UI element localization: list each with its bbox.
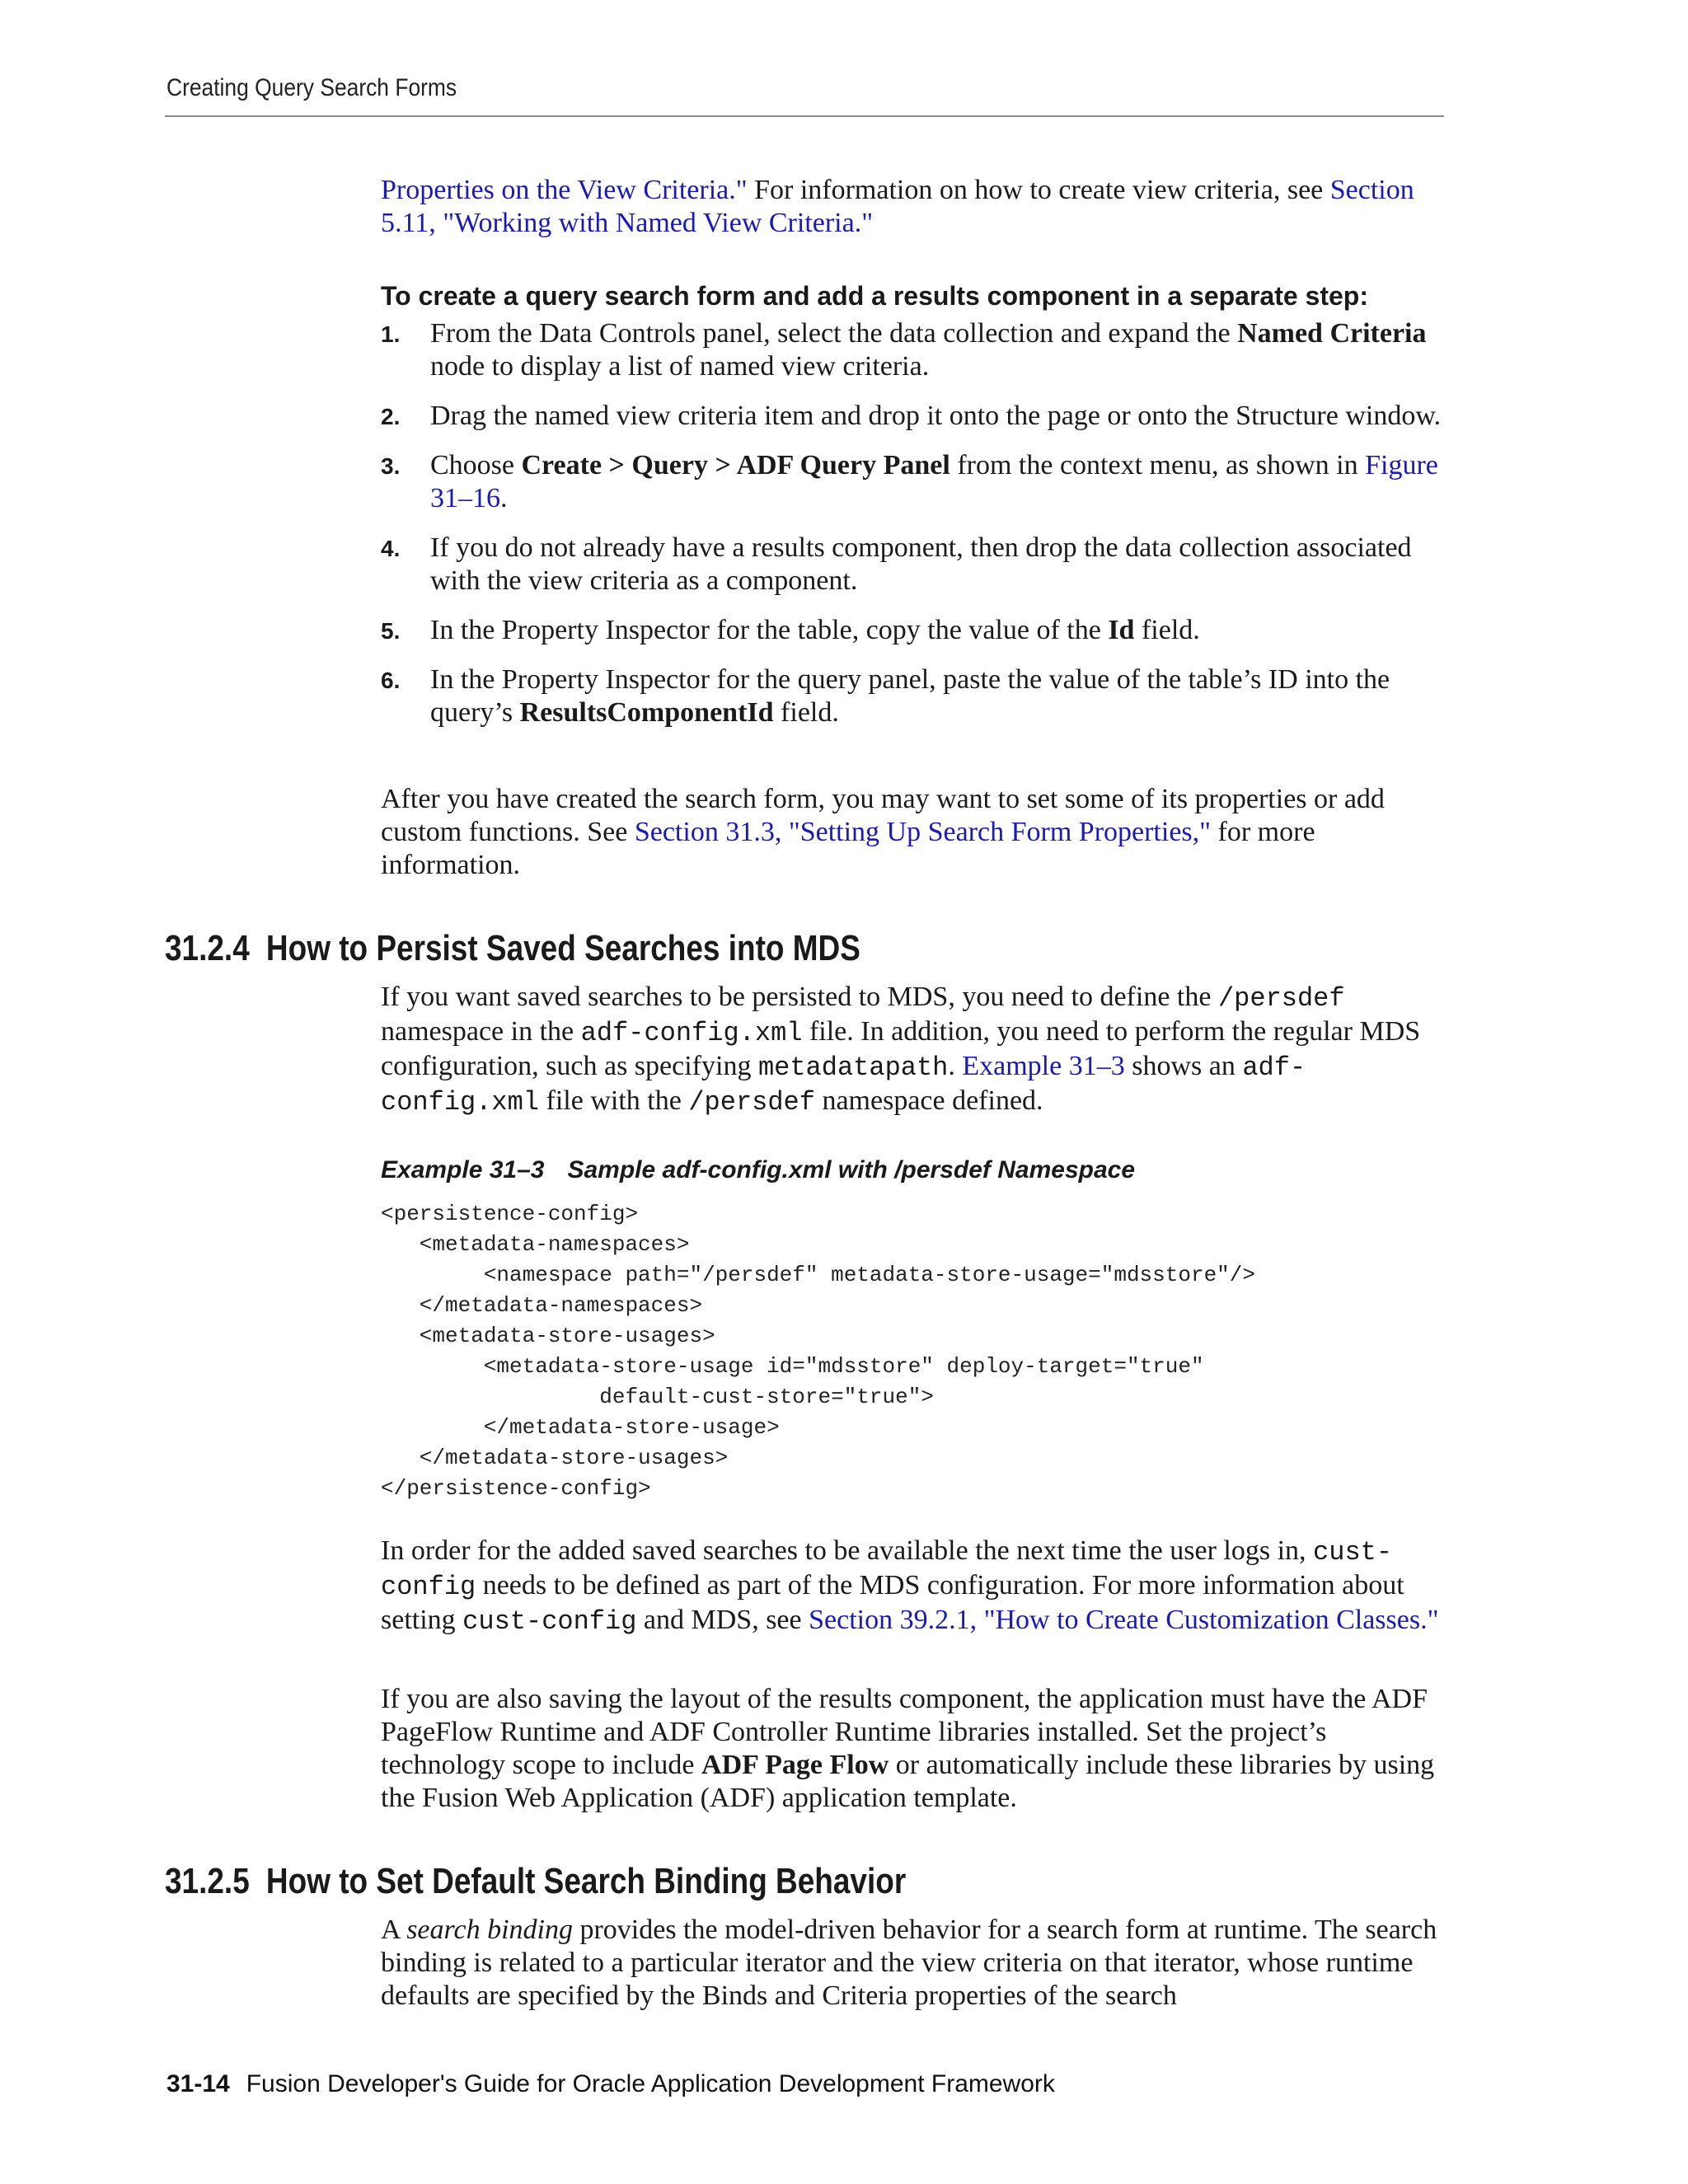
step-6 bbox=[381, 663, 1452, 729]
step-number: 5. bbox=[381, 618, 401, 644]
section-heading-31-2-4 bbox=[165, 928, 860, 969]
link-section-31-3[interactable]: Section 31.3, "Setting Up Search Form Properties," bbox=[634, 817, 1212, 847]
section-number: 31.2.4 bbox=[165, 928, 250, 968]
after-procedure-paragraph bbox=[381, 783, 1452, 882]
para-text: shows an bbox=[1124, 1051, 1243, 1081]
para-text: After you have created the search form, you may want to set some of its properties or add custom functions. See bbox=[381, 784, 1385, 847]
para-text: . bbox=[948, 1051, 963, 1081]
para-text: namespace in the bbox=[381, 1016, 581, 1047]
step-2 bbox=[381, 400, 1452, 433]
code-example: <persistence-config> <metadata-namespaces> <namespace path="/persdef" metadata-store-usage="mdsstore"/> </metadata-namespaces> <metadata-store-usages> <metadata-store-usage id="mdsstore" deploy-target="true" default-cust-store="true"> </metadata-store-usage> </metadata-store-usages> </persistence-config> bbox=[381, 1202, 1255, 1501]
example-number: Example 31–3 bbox=[381, 1156, 545, 1183]
code-term: cust-config bbox=[381, 1537, 1393, 1602]
step-text: In the Property Inspector for the table, copy the value of the bbox=[430, 615, 1109, 645]
procedure-steps bbox=[381, 317, 1452, 746]
section-number: 31.2.5 bbox=[165, 1861, 250, 1901]
para-text: file with the bbox=[539, 1085, 689, 1116]
step-text: If you do not already have a results component, then drop the data collection associated with the view criteria as a component. bbox=[430, 532, 1412, 596]
step-3 bbox=[381, 449, 1452, 515]
step-text: node to display a list of named view criteria. bbox=[430, 351, 930, 382]
link-section-5-11[interactable]: Section 5.11, "Working with Named View Criteria." bbox=[381, 175, 1414, 238]
ui-label-named-criteria: Named Criteria bbox=[1237, 318, 1427, 349]
ui-label-results-component-id: ResultsComponentId bbox=[519, 697, 774, 728]
intro-text: For information on how to create view criteria, see bbox=[747, 175, 1330, 205]
step-text: field. bbox=[773, 697, 839, 728]
link-example-31-3[interactable]: Example 31–3 bbox=[962, 1051, 1125, 1081]
code-term: /persdef bbox=[1217, 983, 1345, 1014]
step-text: Drag the named view criteria item and drop it onto the page or onto the Structure window. bbox=[430, 401, 1442, 431]
step-number: 4. bbox=[381, 536, 401, 561]
section-31-2-4-paragraph-1 bbox=[381, 981, 1452, 1119]
para-text: In order for the added saved searches to be available the next time the user logs in, bbox=[381, 1535, 1314, 1566]
step-number: 1. bbox=[381, 321, 401, 347]
step-text: . bbox=[500, 483, 508, 513]
procedure-title: To create a query search form and add a results component in a separate step: bbox=[381, 281, 1368, 311]
section-title: How to Persist Saved Searches into MDS bbox=[265, 928, 860, 968]
para-text: If you are also saving the layout of the results component, the application must have the ADF PageFlow Runtime and ADF Controller Runtime libraries installed. Set the project’s technology scope to include bbox=[381, 1684, 1428, 1780]
code-term: /persdef bbox=[688, 1087, 815, 1118]
para-text: namespace defined. bbox=[814, 1085, 1043, 1116]
book-title: Fusion Developer's Guide for Oracle Application Development Framework bbox=[246, 2070, 1055, 2097]
ui-label-id: Id bbox=[1108, 615, 1135, 645]
link-section-39-2-1[interactable]: Section 39.2.1, "How to Create Customization Classes." bbox=[809, 1605, 1439, 1635]
para-text: needs to be defined as part of the MDS configuration. For more information about setting bbox=[381, 1570, 1404, 1635]
para-text: and MDS, see bbox=[636, 1605, 809, 1635]
code-term: adf-config.xml bbox=[580, 1018, 803, 1048]
para-text: A bbox=[381, 1915, 407, 1945]
example-title bbox=[381, 1156, 1135, 1184]
step-text: From the Data Controls panel, select the data collection and expand the bbox=[430, 318, 1238, 349]
step-number: 2. bbox=[381, 404, 401, 429]
section-31-2-4-paragraph-3 bbox=[381, 1683, 1452, 1815]
running-header: Creating Query Search Forms bbox=[166, 74, 457, 101]
step-text: from the context menu, as shown in bbox=[950, 450, 1366, 480]
page-footer bbox=[166, 2070, 1055, 2098]
ui-label-adf-page-flow: ADF Page Flow bbox=[701, 1750, 889, 1780]
step-number: 3. bbox=[381, 453, 401, 479]
section-31-2-5-paragraph-1 bbox=[381, 1914, 1452, 2013]
page-number: 31-14 bbox=[166, 2070, 230, 2097]
header-rule bbox=[165, 115, 1444, 117]
section-title: How to Set Default Search Binding Behavior bbox=[265, 1861, 907, 1901]
section-heading-31-2-5 bbox=[165, 1861, 906, 1902]
step-1 bbox=[381, 317, 1452, 383]
code-term: adf-config.xml bbox=[381, 1052, 1306, 1118]
step-number: 6. bbox=[381, 668, 401, 693]
link-view-criteria-properties[interactable]: Properties on the View Criteria." bbox=[381, 175, 748, 205]
para-text: or automatically include these libraries by using the Fusion Web Application (ADF) application template. bbox=[381, 1750, 1435, 1813]
code-term: metadatapath bbox=[757, 1052, 949, 1083]
step-4 bbox=[381, 532, 1452, 598]
para-text: provides the model-driven behavior for a search form at runtime. The search binding is related to a particular iterator and the view criteria on that iterator, whose runtime defaults are specified by the Binds and Criteria properties of the search bbox=[381, 1915, 1437, 2011]
ui-label-menu-path: Create > Query > ADF Query Panel bbox=[521, 450, 950, 480]
step-text: In the Property Inspector for the query panel, paste the value of the table’s ID into the query’s bbox=[430, 664, 1390, 728]
para-text: If you want saved searches to be persisted to MDS, you need to define the bbox=[381, 982, 1218, 1012]
step-text: Choose bbox=[430, 450, 522, 480]
term-search-binding: search binding bbox=[406, 1915, 573, 1945]
step-text: field. bbox=[1134, 615, 1200, 645]
section-31-2-4-paragraph-2 bbox=[381, 1535, 1452, 1638]
example-caption: Sample adf-config.xml with /persdef Namespace bbox=[567, 1156, 1136, 1183]
link-figure-31-16[interactable]: Figure 31–16 bbox=[430, 450, 1438, 513]
para-text: for more information. bbox=[381, 817, 1315, 880]
para-text: file. In addition, you need to perform the regular MDS configuration, such as specifying bbox=[381, 1016, 1421, 1081]
code-term: cust-config bbox=[462, 1606, 637, 1637]
intro-paragraph bbox=[381, 174, 1452, 240]
step-5 bbox=[381, 614, 1452, 647]
